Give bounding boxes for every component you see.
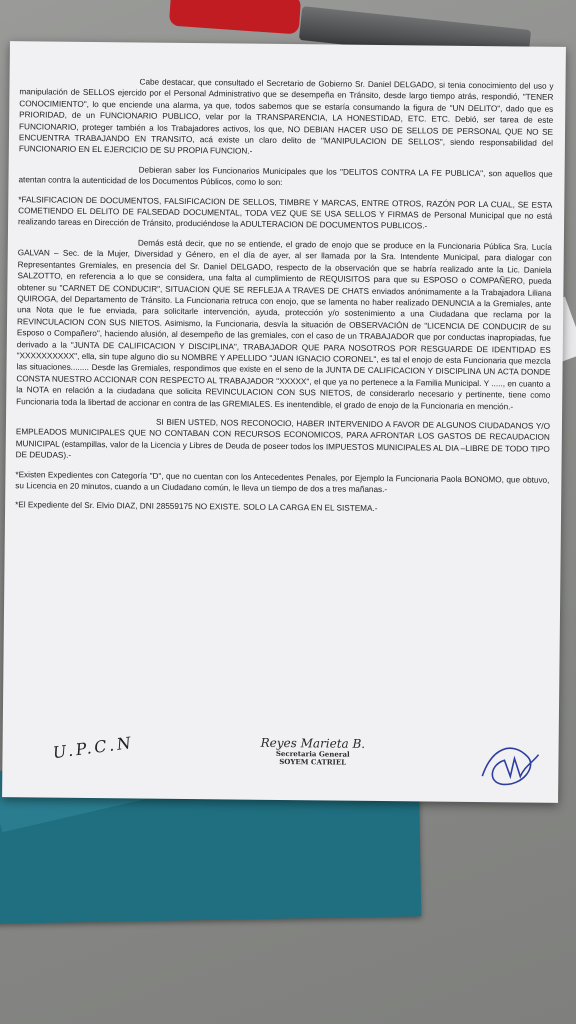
paragraph-3: *FALSIFICACION DE DOCUMENTOS, FALSIFICACION DE SELLOS, TIMBRE Y MARCAS, ENTRE OTROS, RAZÓN POR LA CUAL, SE ESTA COMETIENDO EL DELITO DE FALSEDAD DOCUMENTAL, TODA VEZ QUE SE USA SELLOS Y FIRMAS de Personal Municipal que no está realizando tareas en Dirección de Tránsito, produciéndose la ADULTERACION DE DOCUMENTOS PUBLICOS.- [18,194,553,231]
signature-scribble-icon [472,736,543,802]
signature-secretaria [260,736,365,767]
paragraph-7: *El Expediente del Sr. Elvio DIAZ, DNI 28559175 NO EXISTE. SOLO LA CARGA EN EL SISTEMA.- [15,500,378,514]
document-page [2,41,566,803]
signature-name: Reyes Marieta B. [260,735,366,751]
paragraph-1: Cabe destacar, que consultado el Secretario de Gobierno Sr. Daniel DELGADO, si tenia conocimiento del uso y manipulación de SELLOS ejercido por el Personal Administrativo que se desempeña en Tránsito, desde largo tiempo atrás, respondió, "TENER CONOCIMIENTO", lo que enciende una alarma, ya que, todos sabemos que se estaría consumando la figura de "UN DELITO", dado que es PRIORIDAD, de un FUNCIONARIO PUBLICO, velar por la TRANSPARENCIA, LA HONESTIDAD, ETC. ETC. Debió, ser tarea de este FUNCIONARIO, proteger también a los Trabajadores activos, los que, NO DEBIAN HACER USO DE SELLOS DE PERSONAL QUE NO SE ENCUENTRA TRABAJANDO EN TRANSITO, acá existe un claro delito de "MANIPULACION DE SELLOS", siendo responsabilidad del FUNCIONARIO EN EL EJERCICIO DE SU PROPIA FUNCION.- [18,77,554,157]
document-body [15,75,554,524]
paragraph-4: Demás está decir, que no se entiende, el grado de enojo que se produce en la Funcionaria Pública Sra. Lucía GALVAN – Sec. de la Mujer, Diversidad y Género, en el día de ayer, al ser llamada por la Sra. Intendente Municipal, para dialogar con Representantes Gremiales, en presencia del Sr. Daniel DELGADO, respecto de la observación que se habría realizado ante la Lic. Daniela SALZOTTO, en referencia a lo que se considera, una falta al cumplimiento de REQUISITOS para que su ESPOSO o COMPAÑERO, pueda obtener su "CARNET DE CONDUCIR", SITUACION QUE SE REFLEJA A TRAVES DE CHATS enviados anónimamente a la Trabajadora Liliana QUIROGA, del Departamento de Tránsito. La Funcionaria retruca con enojo, que se lamenta no haber realizado DENUNCIA a la Gremiales, ante una Nota que le fue enviada, para solicitarle intervención, ayuda, protección y/o sostenimiento a una Ciudadana que reclama por la REVINCULACION CON SUS NIETOS. Asimismo, la Funcionaria, desvía la situación de OBSERVACIÓN de "LICENCIA DE CONDUCIR de su Esposo o Compañero", haciendo alusión, al desempeño de las gremiales, con el caso de un TRABAJADOR que por conductas inapropiadas, fue derivado a la "JUNTA DE CALIFICACION Y DISCIPLINA", TRABAJADOR QUE PARA NOSOTROS POR RESGUARDE DE IDENTIDAD ES "XXXXXXXXXX", ella, sin tupe alguno dio su NOMBRE Y APELLIDO "JUAN IGNACIO CORONEL", es tal el enojo de esta Funcionaria que mezcla las situaciones........ Desde las Gremiales, respondimos que existe en el seno de la JUNTA DE CALIFICACION Y DISCIPLINA UN ACTA DONDE CONSTA NUESTRO ACCIONAR CON RESPECTO AL TRABAJADOR "XXXXX", el que ya no pertenece a la Familia Municipal. Y ....., en cuanto a la NOTA en relación a la ciudadana que solicita REVINCULACION CON SUS NIETOS, de considerarlo necesario y pertinente, tiene como Funcionaria toda la libertad de accionar en contra de las GREMIALES. Es inentendible, el grado de enojo de la Funcionaria en mención.- [16,238,552,411]
signature-upcn: U.P.C.N [51,732,135,763]
paragraph-5: SI BIEN USTED, NOS RECONOCIO, HABER INTERVENIDO A FAVOR DE ALGUNOS CIUDADANOS Y/O EMPLEADOS MUNICIPALES QUE NO CONTABAN CON RECURSOS ECONOMICOS, PARA AFRONTAR LOS GASTOS DE RECAUDACION MUNICIPAL (estampillas, valor de la Licencia y Libres de Deuda de poseer todos los IMPUESTOS MUNICIPALES AL DIA –LIBRE DE TODO TIPO DE DEUDAS).- [15,417,551,460]
paragraph-2: Debieran saber los Funcionarios Municipales que los "DELITOS CONTRA LA FE PUBLICA", son aquellos que atentan contra la autenticidad de los Documentos Públicos, como lo son: [18,165,553,188]
paragraph-6: *Existen Expedientes con Categoría "D", que no cuentan con los Antecedentes Penales, por Ejemplo la Funcionaria Paola BONOMO, que obtuvo, su Licencia en 20 minutos, cuando a un Ciudadano común, le lleva un tiempo de dos a tres mañanas.- [15,469,550,495]
signature-title: Secretaria General [275,748,350,759]
signature-org: SOYEM CATRIEL [279,756,347,767]
signature-area [2,731,559,803]
